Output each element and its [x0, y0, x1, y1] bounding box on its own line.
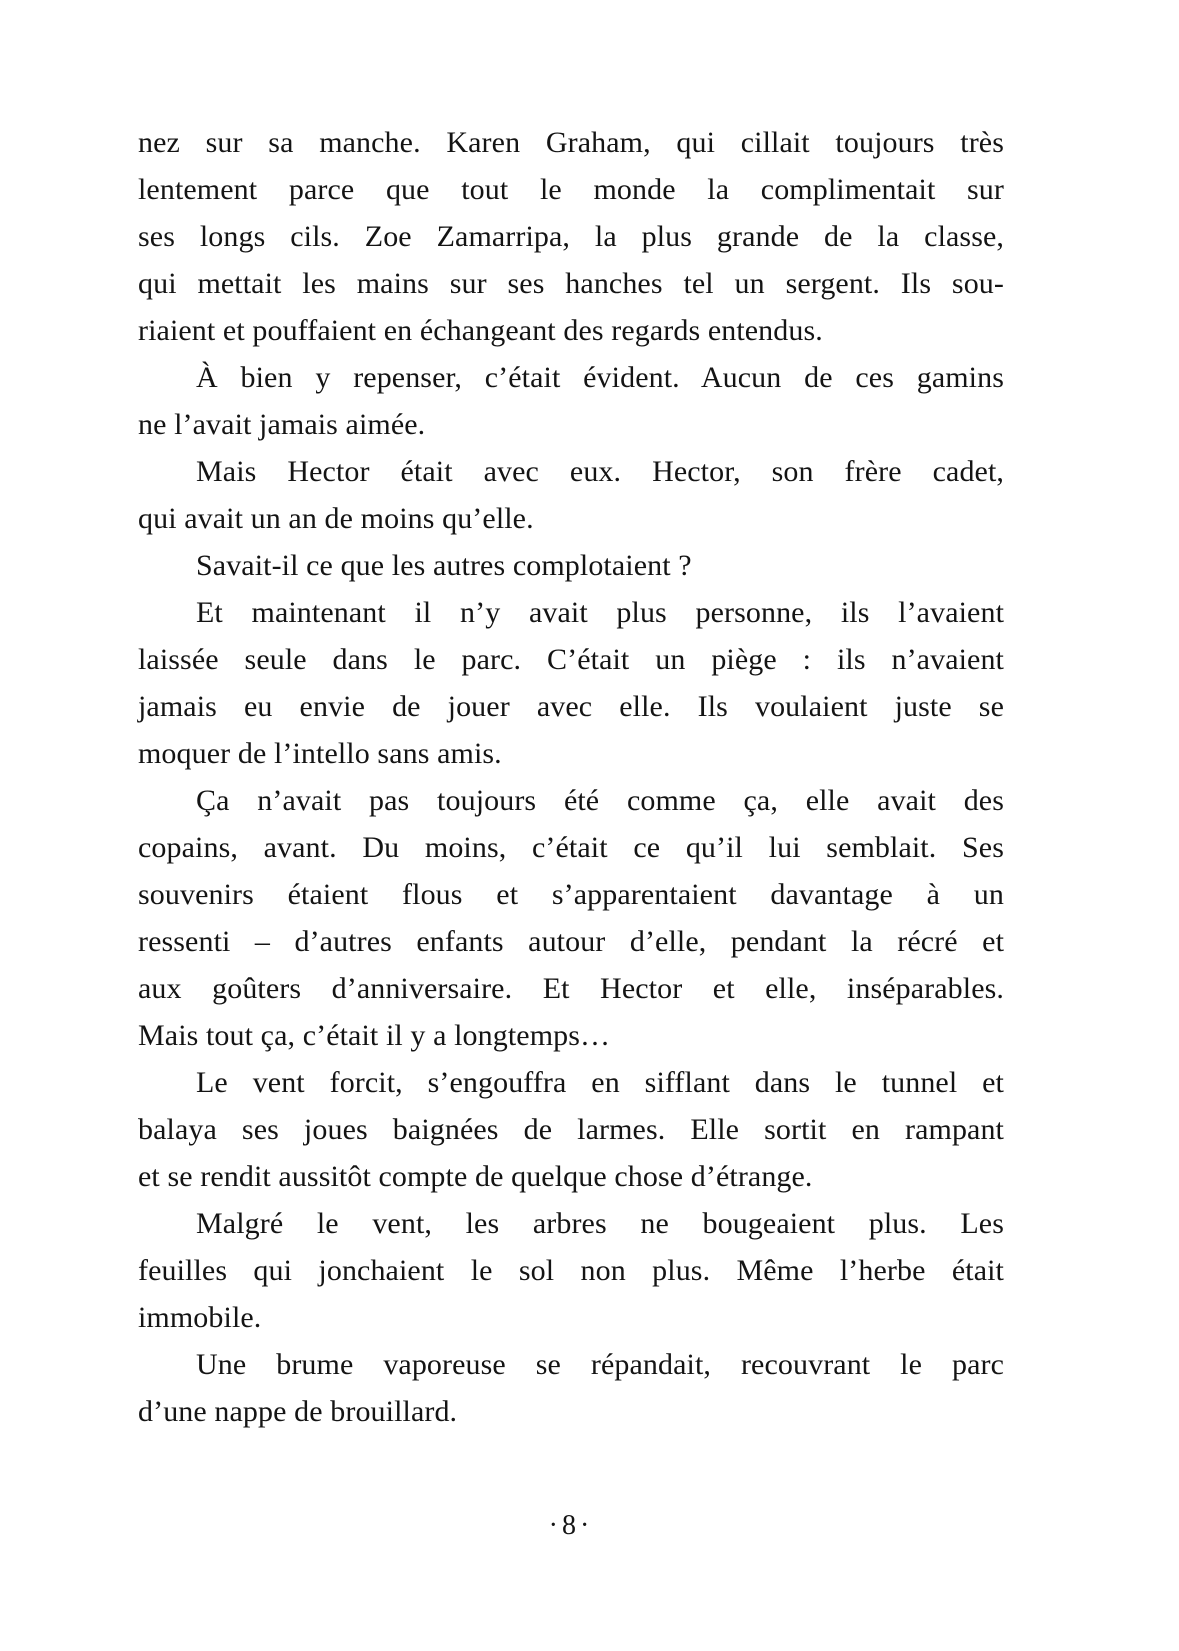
- text-line: d’une nappe de brouillard.: [138, 1395, 458, 1428]
- text-line: balaya ses joues baignées de larmes. Elle sortit en rampant: [138, 1113, 1004, 1146]
- text-line: Et maintenant il n’y avait plus personne, ils l’avaient: [196, 596, 1004, 629]
- text-line: ressenti – d’autres enfants autour d’elle, pendant la récré et: [138, 925, 1004, 958]
- text-line: souvenirs étaient flous et s’apparentaient davantage à un: [138, 878, 1004, 911]
- text-line: lentement parce que tout le monde la complimentait sur: [138, 173, 1004, 206]
- text-line: Une brume vaporeuse se répandait, recouvrant le parc: [196, 1348, 1004, 1381]
- text-line: ne l’avait jamais aimée.: [138, 408, 426, 441]
- text-line: laissée seule dans le parc. C’était un piège : ils n’avaient: [138, 643, 1004, 676]
- page-text: [138, 119, 1004, 1435]
- page-number: ·8·: [548, 1510, 594, 1541]
- text-line: qui mettait les mains sur ses hanches tel un sergent. Ils sou-: [138, 267, 1004, 300]
- text-line: Le vent forcit, s’engouffra en sifflant dans le tunnel et: [196, 1066, 1004, 1099]
- text-line: riaient et pouffaient en échangeant des regards entendus.: [138, 314, 823, 347]
- text-line: moquer de l’intello sans amis.: [138, 737, 502, 770]
- text-line: copains, avant. Du moins, c’était ce qu’il lui semblait. Ses: [138, 831, 1004, 864]
- text-line: immobile.: [138, 1301, 262, 1334]
- text-line: Ça n’avait pas toujours été comme ça, elle avait des: [196, 784, 1004, 817]
- text-line: Mais Hector était avec eux. Hector, son frère cadet,: [196, 455, 1004, 488]
- text-line: feuilles qui jonchaient le sol non plus. Même l’herbe était: [138, 1254, 1004, 1287]
- text-line: ses longs cils. Zoe Zamarripa, la plus grande de la classe,: [138, 220, 1004, 253]
- text-line: qui avait un an de moins qu’elle.: [138, 502, 534, 535]
- text-line: nez sur sa manche. Karen Graham, qui cillait toujours très: [138, 126, 1004, 159]
- text-line: Mais tout ça, c’était il y a longtemps…: [138, 1019, 611, 1052]
- text-line: Savait-il ce que les autres complotaient ?: [196, 549, 692, 582]
- text-line: Malgré le vent, les arbres ne bougeaient plus. Les: [196, 1207, 1004, 1240]
- text-line: À bien y repenser, c’était évident. Aucun de ces gamins: [196, 361, 1004, 394]
- text-line: et se rendit aussitôt compte de quelque chose d’étrange.: [138, 1160, 813, 1193]
- text-line: jamais eu envie de jouer avec elle. Ils voulaient juste se: [138, 690, 1004, 723]
- text-line: aux goûters d’anniversaire. Et Hector et elle, inséparables.: [138, 972, 1004, 1005]
